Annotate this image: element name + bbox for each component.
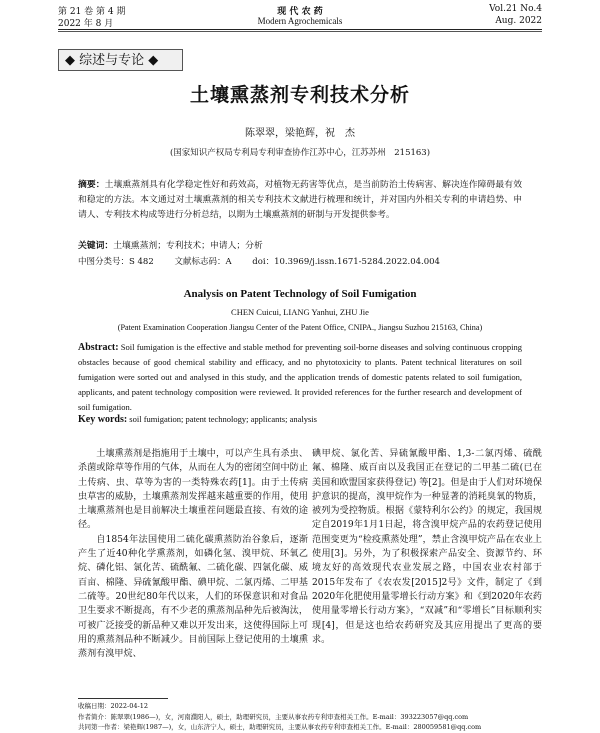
diamond-icon: ◆ (65, 53, 75, 68)
article-title-cn: 土壤熏蒸剂专利技术分析 (189, 84, 410, 106)
date-label: 2022 年 8 月 (58, 19, 114, 29)
header-rule (58, 29, 542, 30)
keywords-text-en: soil fumigation; patent technology; applicants; analysis (127, 414, 317, 424)
abstract-text-cn: 土壤熏蒸剂具有化学稳定性好和药效高，对植物无药害等优点，是当前防治土传病害、解决连作障碍最有效和稳定的方法。本文通过对土壤熏蒸剂的相关专利技术文献进行梳理和统计，并对国内外相关专利的申请趋势、申请人、专利技术构成等进行分析总结，以期为土壤熏蒸剂的研制与开发提供参考。 (78, 180, 522, 220)
body-paragraph: 碘甲烷、氯化苦、异硫氰酸甲酯、1,3-二氯丙烯、硫酰氟、棉隆、威百亩以及我国正在登记的二甲基二硫(已在美国和欧盟国家获得登记) 等[2]。但是由于人们对环境保护意识的提高，溴甲烷作为一种显著的消耗臭氧的物质，被列为受控物质。根据《蒙特利尔公约》的规定，我国规定自2019年1月1日起，将含溴甲烷产品的农药登记使用范围变更为“检疫熏蒸处理”，禁止含溴甲烷产品在农业上使用[3]。另外，为了积极探索产品安全、资源节约、环境友好的高效现代农业发展之路，中国农业农村部于2015年发布了《农农发[2015]2号》文件，制定了《到2020年化肥使用量零增长行动方案》和《到2020年农药使用量零增长行动方案》，“双减”和“零增长”目标顺利实现[4]，但是这也给农药研究及其应用提出了更高的要求。 (312, 449, 542, 645)
keywords-label-en: Key words: (78, 414, 128, 425)
affiliation-en: (Patent Examination Cooperation Jiangsu Center of the Patent Office, CNIPA., Jiangsu Suzhou 215163, China) (117, 323, 483, 332)
abstract-cn (78, 178, 522, 223)
footnote-author1: 作者简介：陈翠翠(1986—)，女，河南濮阳人，硕士，助理研究员，主要从事农药专利审查相关工作。E-mail：393223057@qq.com (78, 713, 469, 721)
keywords-cn (78, 238, 522, 251)
issue-label: 第 21 卷 第 4 期 (58, 7, 126, 17)
abstract-text-en: Soil fumigation is the effective and stable method for preventing soil-borne diseases and solving continuous cropping obstacles because of good chemical stability and efficacy, and no phytotoxicity to plants. Patent technical literatures on soil fumigation were sorted out and analysed in this study, and the application trends of domestic patents related to soil fumigation, applicants, and patent technology composition were reviewed. It provided references for the further research and development of soil fumigation. (78, 342, 522, 412)
classification-line (78, 255, 560, 267)
abstract-label-cn: 摘要： (78, 180, 105, 190)
document-code: 文献标志码：A (174, 257, 232, 267)
clc-number: 中图分类号：S 482 (78, 257, 154, 267)
body-column-left (78, 447, 308, 661)
diamond-end-icon: ◆ (148, 53, 159, 68)
authors-en: CHEN Cuicui, LIANG Yanhui, ZHU Jie (231, 307, 369, 317)
article-title-en: Analysis on Patent Technology of Soil Fumigation (183, 288, 417, 300)
header-rule-thin (58, 31, 542, 32)
keywords-label-cn: 关键词： (78, 241, 114, 251)
section-tag (58, 49, 183, 71)
abstract-en (78, 340, 522, 415)
keywords-text-cn: 土壤熏蒸剂；专利技术；申请人；分析 (113, 241, 263, 251)
body-paragraph: 自1854年法国使用二硫化碳熏蒸防治谷象后，逐渐产生了近40种化学熏蒸剂，如磷化氢、溴甲烷、环氧乙烷、磷化铝、氯化苦、硫酰氟、二硫化碳、四氯化碳、威百亩、棉隆、异硫氰酸甲酯、碘甲烷、二氯丙烯、二甲基二硫等。20世纪80年代以来，人们的环保意识和对食品卫生要求不断提高，有不少老的熏蒸剂品种先后被淘汰，可被广泛接受的新品种又难以开发出来，这使得国际上可用的熏蒸剂品种不断减少。目前国际上登记使用的土壤熏蒸剂有溴甲烷、 (78, 534, 308, 660)
journal-name-cn: 现 代 农 药 (277, 7, 323, 17)
volume-label: Vol.21 No.4 (489, 4, 542, 14)
journal-name-en: Modern Agrochemicals (257, 16, 343, 26)
footnote-received: 收稿日期：2022-04-12 (78, 702, 148, 710)
footnote-author2: 共同第一作者：梁艳辉(1987—)，女，山东济宁人，硕士，助理研究员，主要从事农药专利审查相关工作。E-mail：280059581@qq.com (78, 723, 482, 731)
month-label: Aug. 2022 (495, 16, 542, 26)
section-label: 综述与专论 (79, 53, 145, 68)
authors-cn: 陈翠翠，梁艳辉，祝 杰 (245, 128, 355, 139)
body-column-right (312, 447, 542, 647)
footnote-rule (78, 698, 168, 699)
affiliation-cn: (国家知识产权局专利局专利审查协作江苏中心，江苏苏州 215163) (169, 148, 431, 158)
keywords-en (78, 414, 560, 425)
abstract-label-en: Abstract: (78, 342, 119, 353)
body-paragraph: 土壤熏蒸剂是指施用于土壤中，可以产生具有杀虫、杀菌或除草等作用的气体，从而在人为的密闭空间中防止土传病、虫、草等为害的一类特殊农药[1]。由于土传病虫草害的威胁，土壤熏蒸剂发挥越来越重要的作用，使用土壤熏蒸剂也是目前解决土壤重茬问题最直接、有效的途径。 (78, 449, 308, 531)
doi: doi：10.3969/j.issn.1671-5284.2022.04.004 (252, 257, 440, 267)
